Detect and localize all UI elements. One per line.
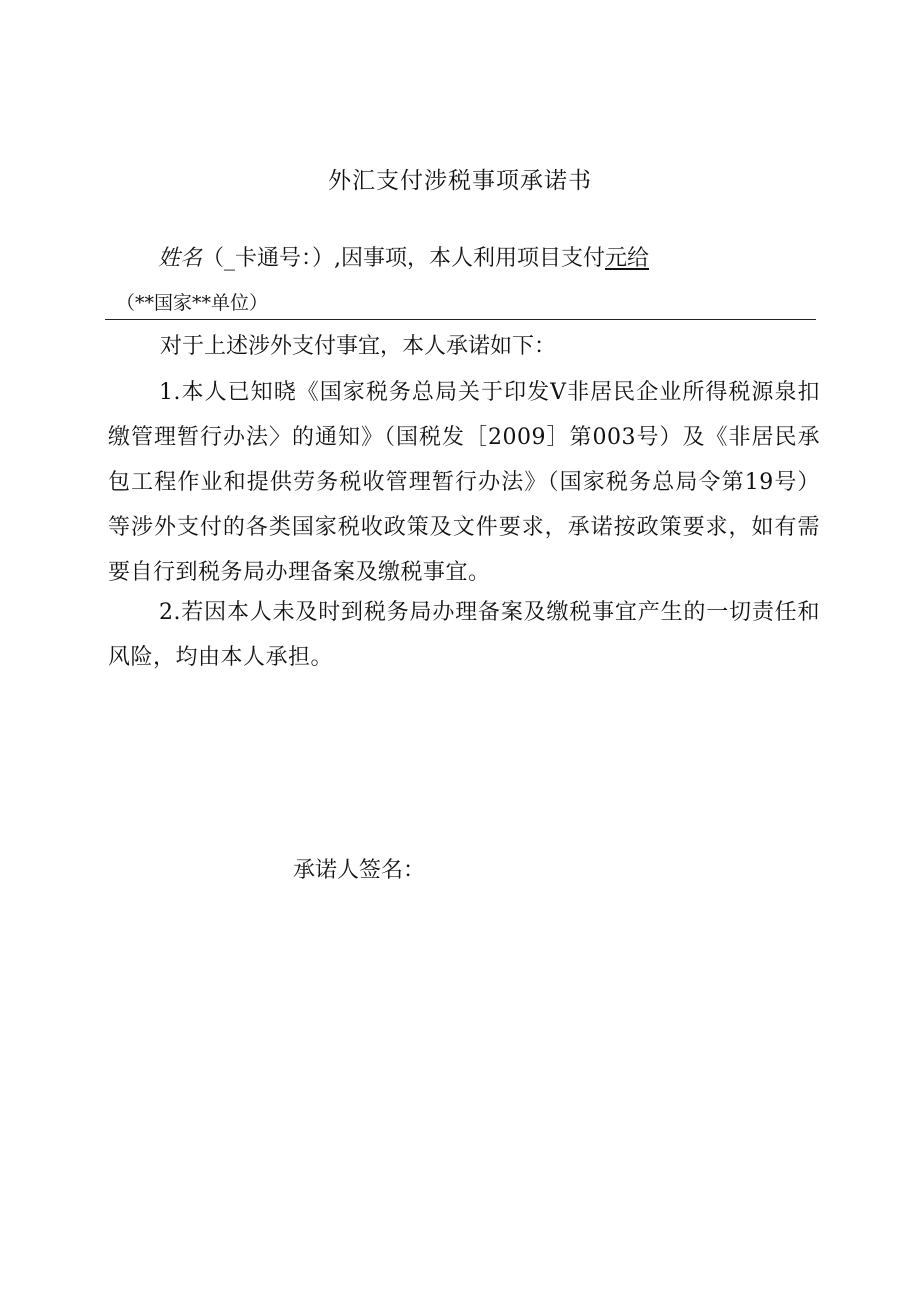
name-label: 姓名 bbox=[158, 246, 203, 271]
intro-line bbox=[158, 244, 649, 274]
commitment-paragraph-1: 1.本人已知晓《国家税务总局关于印发V非居民企业所得税源泉扣缴管理暂行办法〉的通知》（国税发［2009］第003号）及《非居民承包工程作业和提供劳务税收管理暂行办法》（国家税务总局令第19号）等涉外支付的各类国家税收政策及文件要求，承诺按政策要求，如有需要自行到税务局办理备案及缴税事宜。 bbox=[108, 380, 820, 585]
card-text: （_卡通号：）,因事项，本人利用项目支付 bbox=[202, 246, 606, 271]
recipient-line: （**国家**单位） bbox=[116, 292, 269, 314]
horizontal-rule bbox=[105, 319, 816, 320]
commitment-paragraph-2: 2.若因本人未及时到税务局办理备案及缴税事宜产生的一切责任和风险，均由本人承担。 bbox=[108, 600, 820, 670]
signature-label: 承诺人签名： bbox=[293, 858, 426, 883]
document-title: 外汇支付涉税事项承诺书 bbox=[328, 168, 592, 194]
amount-label: 元给 bbox=[605, 246, 650, 271]
lead-text: 对于上述涉外支付事宜，本人承诺如下： bbox=[160, 334, 557, 359]
